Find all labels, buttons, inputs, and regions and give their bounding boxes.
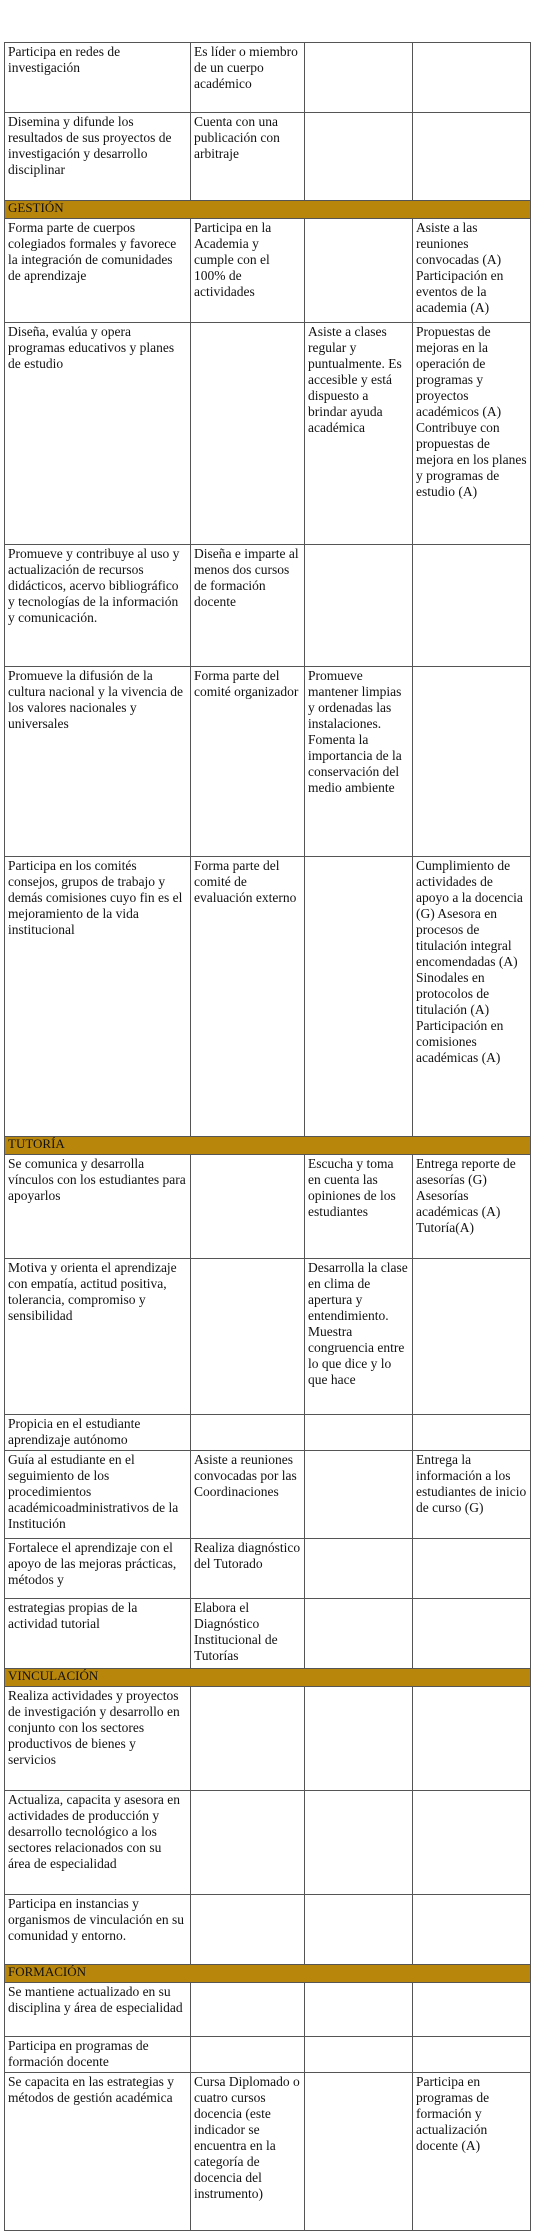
table-cell-col-1: Disemina y difunde los resultados de sus proyectos de investigación y desarrollo disciplinar [5,113,191,201]
table-cell-col-1: Promueve y contribuye al uso y actualización de recursos didácticos, acervo bibliográfico y tecnologías de la información y comunicación. [5,545,191,667]
table-cell-col-4 [413,113,531,201]
table-cell-col-1: Participa en instancias y organismos de vinculación en su comunidad y entorno. [5,1895,191,1965]
table-row [5,2037,531,2073]
table-cell-col-1: Forma parte de cuerpos colegiados formales y favorece la integración de comunidades de aprendizaje [5,219,191,323]
table-cell-col-1: Se mantiene actualizado en su disciplina y área de especialidad [5,1983,191,2037]
table-cell-col-1: Participa en los comités consejos, grupos de trabajo y demás comisiones cuyo fin es el mejoramiento de la vida institucional [5,857,191,1137]
table-row [5,1415,531,1451]
section-header-row [5,1137,531,1155]
table-cell-col-4: Entrega reporte de asesorías (G) Asesorías académicas (A) Tutoría(A) [413,1155,531,1259]
table-cell-col-2 [191,1983,305,2037]
table-row [5,1539,531,1599]
table-cell-col-3 [305,1791,413,1895]
table-cell-col-3: Escucha y toma en cuenta las opiniones de los estudiantes [305,1155,413,1259]
table-row [5,1895,531,1965]
table-cell-col-3 [305,219,413,323]
table-cell-col-2 [191,1259,305,1415]
table-cell-col-2 [191,323,305,545]
table-row [5,1155,531,1259]
table-cell-col-3 [305,1983,413,2037]
table-cell-col-3 [305,1415,413,1451]
table-cell-col-4 [413,43,531,113]
table-cell-col-2: Cursa Diplomado o cuatro cursos docencia (este indicador se encuentra en la categoría de docencia del instrumento) [191,2073,305,2231]
table-cell-col-4 [413,1687,531,1791]
table-cell-col-1: Se comunica y desarrolla vínculos con los estudiantes para apoyarlos [5,1155,191,1259]
table-cell-col-2 [191,1415,305,1451]
table-cell-col-3 [305,1539,413,1599]
table-cell-col-2 [191,2037,305,2073]
table-cell-col-2 [191,1895,305,1965]
table-cell-col-3 [305,545,413,667]
table-cell-col-1: Promueve la difusión de la cultura nacional y la vivencia de los valores nacionales y universales [5,667,191,857]
section-header: TUTORÍA [5,1137,531,1155]
table-cell-col-2: Forma parte del comité organizador [191,667,305,857]
table-cell-col-2: Asiste a reuniones convocadas por las Coordinaciones [191,1451,305,1539]
table-cell-col-3 [305,2073,413,2231]
table-cell-col-2: Cuenta con una publicación con arbitraje [191,113,305,201]
table-cell-col-3: Promueve mantener limpias y ordenadas las instalaciones. Fomenta la importancia de la conservación del medio ambiente [305,667,413,857]
section-header-row [5,1965,531,1983]
table-row [5,545,531,667]
section-header: VINCULACIÓN [5,1669,531,1687]
evaluation-table [4,42,531,2231]
table-cell-col-2: Forma parte del comité de evaluación externo [191,857,305,1137]
table-cell-col-4: Asiste a las reuniones convocadas (A) Participación en eventos de la academia (A) [413,219,531,323]
table-cell-col-1: Participa en programas de formación docente [5,2037,191,2073]
table-cell-col-4 [413,545,531,667]
table-cell-col-2 [191,1687,305,1791]
table-cell-col-4 [413,1983,531,2037]
table-cell-col-2: Realiza diagnóstico del Tutorado [191,1539,305,1599]
section-header: FORMACIÓN [5,1965,531,1983]
section-header-row [5,1669,531,1687]
table-cell-col-3 [305,1895,413,1965]
table-cell-col-4 [413,667,531,857]
table-cell-col-4 [413,1895,531,1965]
table-cell-col-4 [413,2037,531,2073]
table-cell-col-2: Diseña e imparte al menos dos cursos de formación docente [191,545,305,667]
table-row [5,323,531,545]
table-cell-col-2: Participa en la Academia y cumple con el 100% de actividades [191,219,305,323]
table-cell-col-2: Elabora el Diagnóstico Institucional de Tutorías [191,1599,305,1669]
table-cell-col-4 [413,1599,531,1669]
table-cell-col-4 [413,1259,531,1415]
table-cell-col-3: Asiste a clases regular y puntualmente. Es accesible y está dispuesto a brindar ayuda académica [305,323,413,545]
table-cell-col-1: Participa en redes de investigación [5,43,191,113]
table-row [5,219,531,323]
table-cell-col-2 [191,1791,305,1895]
table-row [5,1791,531,1895]
table-cell-col-1: Diseña, evalúa y opera programas educativos y planes de estudio [5,323,191,545]
table-cell-col-3 [305,1451,413,1539]
table-cell-col-1: Propicia en el estudiante aprendizaje autónomo [5,1415,191,1451]
table-cell-col-1: Se capacita en las estrategias y métodos de gestión académica [5,2073,191,2231]
table-cell-col-4: Entrega la información a los estudiantes de inicio de curso (G) [413,1451,531,1539]
table-row [5,2073,531,2231]
table-row [5,43,531,113]
table-cell-col-4 [413,1791,531,1895]
table-row [5,857,531,1137]
table-cell-col-2 [191,1155,305,1259]
table-cell-col-3 [305,43,413,113]
table-cell-col-4: Propuestas de mejoras en la operación de programas y proyectos académicos (A) Contribuye con propuestas de mejora en los planes y programas de estudio (A) [413,323,531,545]
table-row [5,1599,531,1669]
table-cell-col-4 [413,1415,531,1451]
table-cell-col-1: Realiza actividades y proyectos de investigación y desarrollo en conjunto con los sectores productivos de bienes y servicios [5,1687,191,1791]
section-header-row [5,201,531,219]
table-row [5,113,531,201]
section-header: GESTIÓN [5,201,531,219]
evaluation-table-body [5,43,531,2231]
table-row [5,1259,531,1415]
table-cell-col-1: Fortalece el aprendizaje con el apoyo de las mejoras prácticas, métodos y [5,1539,191,1599]
table-cell-col-3 [305,113,413,201]
table-cell-col-4: Participa en programas de formación y actualización docente (A) [413,2073,531,2231]
table-cell-col-3 [305,857,413,1137]
table-cell-col-1: Guía al estudiante en el seguimiento de los procedimientos académicoadministrativos de la Institución [5,1451,191,1539]
table-cell-col-2: Es líder o miembro de un cuerpo académico [191,43,305,113]
table-row [5,1687,531,1791]
table-row [5,1983,531,2037]
table-cell-col-3 [305,2037,413,2073]
table-cell-col-3 [305,1599,413,1669]
table-cell-col-1: Motiva y orienta el aprendizaje con empatía, actitud positiva, tolerancia, compromiso y sensibilidad [5,1259,191,1415]
table-cell-col-1: estrategias propias de la actividad tutorial [5,1599,191,1669]
table-cell-col-1: Actualiza, capacita y asesora en actividades de producción y desarrollo tecnológico a los sectores relacionados con su área de especialidad [5,1791,191,1895]
table-cell-col-4 [413,1539,531,1599]
table-row [5,667,531,857]
table-cell-col-3: Desarrolla la clase en clima de apertura y entendimiento. Muestra congruencia entre lo que dice y lo que hace [305,1259,413,1415]
table-row [5,1451,531,1539]
table-cell-col-4: Cumplimiento de actividades de apoyo a la docencia (G) Asesora en procesos de titulación integral encomendadas (A) Sinodales en protocolos de titulación (A) Participación en comisiones académicas (A) [413,857,531,1137]
table-cell-col-3 [305,1687,413,1791]
